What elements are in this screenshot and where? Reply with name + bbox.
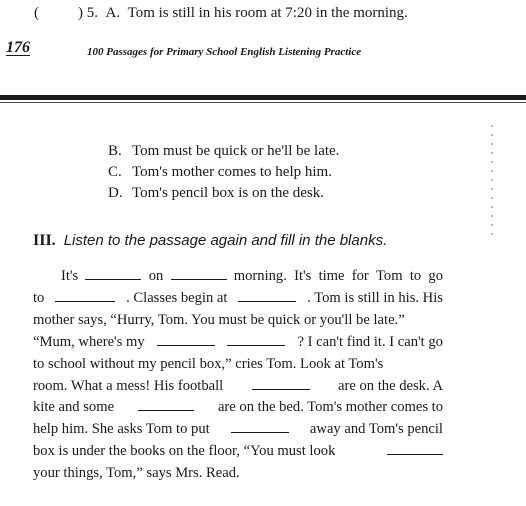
option-c: C. Tom's mother comes to help him. bbox=[108, 164, 332, 180]
passage-line: box is under the books on the floor, “You must look bbox=[33, 441, 443, 463]
blank[interactable] bbox=[157, 332, 215, 346]
fill-in-passage bbox=[33, 266, 443, 485]
blank[interactable] bbox=[238, 288, 296, 302]
page-divider-thick bbox=[0, 95, 526, 100]
passage-line: help him. She asks Tom to put away and Tom's pencil bbox=[33, 421, 443, 438]
blank[interactable] bbox=[227, 332, 285, 346]
page-divider-thin bbox=[0, 102, 526, 103]
option-letter: A. bbox=[105, 5, 121, 21]
passage-line: room. What a mess! His football are on the desk. A bbox=[33, 377, 443, 394]
question-number: 5. bbox=[86, 5, 98, 21]
answer-paren: ( bbox=[34, 5, 39, 21]
section-instruction: Listen to the passage again and fill in the blanks. bbox=[63, 232, 388, 249]
blank[interactable] bbox=[171, 266, 227, 280]
blank[interactable] bbox=[387, 441, 443, 455]
passage-line: It's on morning. It's time for Tom to go bbox=[61, 268, 443, 284]
page-number: 176 bbox=[6, 39, 30, 56]
section-number: III. bbox=[33, 232, 56, 249]
running-title: 100 Passages for Primary School English Listening Practice bbox=[87, 46, 362, 58]
blank[interactable] bbox=[231, 419, 289, 433]
section-heading bbox=[33, 232, 387, 250]
blank[interactable] bbox=[252, 376, 310, 390]
blank[interactable] bbox=[55, 288, 115, 302]
blank[interactable] bbox=[85, 266, 141, 280]
margin-marks bbox=[491, 125, 493, 235]
passage-line: “Mum, where's my ? I can't find it. I can't go bbox=[33, 333, 443, 350]
passage-line: kite and some are on the bed. Tom's mother comes to bbox=[33, 399, 443, 416]
option-d: D. Tom's pencil box is on the desk. bbox=[108, 185, 325, 201]
blank[interactable] bbox=[138, 397, 194, 411]
passage-line: to . Classes begin at . Tom is still in his. His bbox=[33, 289, 443, 306]
passage-line: to school without my pencil box,” cries Tom. Look at Tom's bbox=[33, 355, 384, 372]
passage-line: your things, Tom,” says Mrs. Read. bbox=[33, 465, 240, 482]
option-text: Tom is still in his room at 7:20 in the morning. bbox=[127, 5, 408, 21]
option-b: B. Tom must be quick or he'll be late. bbox=[108, 143, 340, 159]
passage-line: mother says, “Hurry, Tom. You must be quick or you'll be late.” bbox=[33, 311, 405, 328]
question-5: ( ) 5. A. Tom is still in his room at 7:20 in the morning. bbox=[34, 5, 408, 21]
